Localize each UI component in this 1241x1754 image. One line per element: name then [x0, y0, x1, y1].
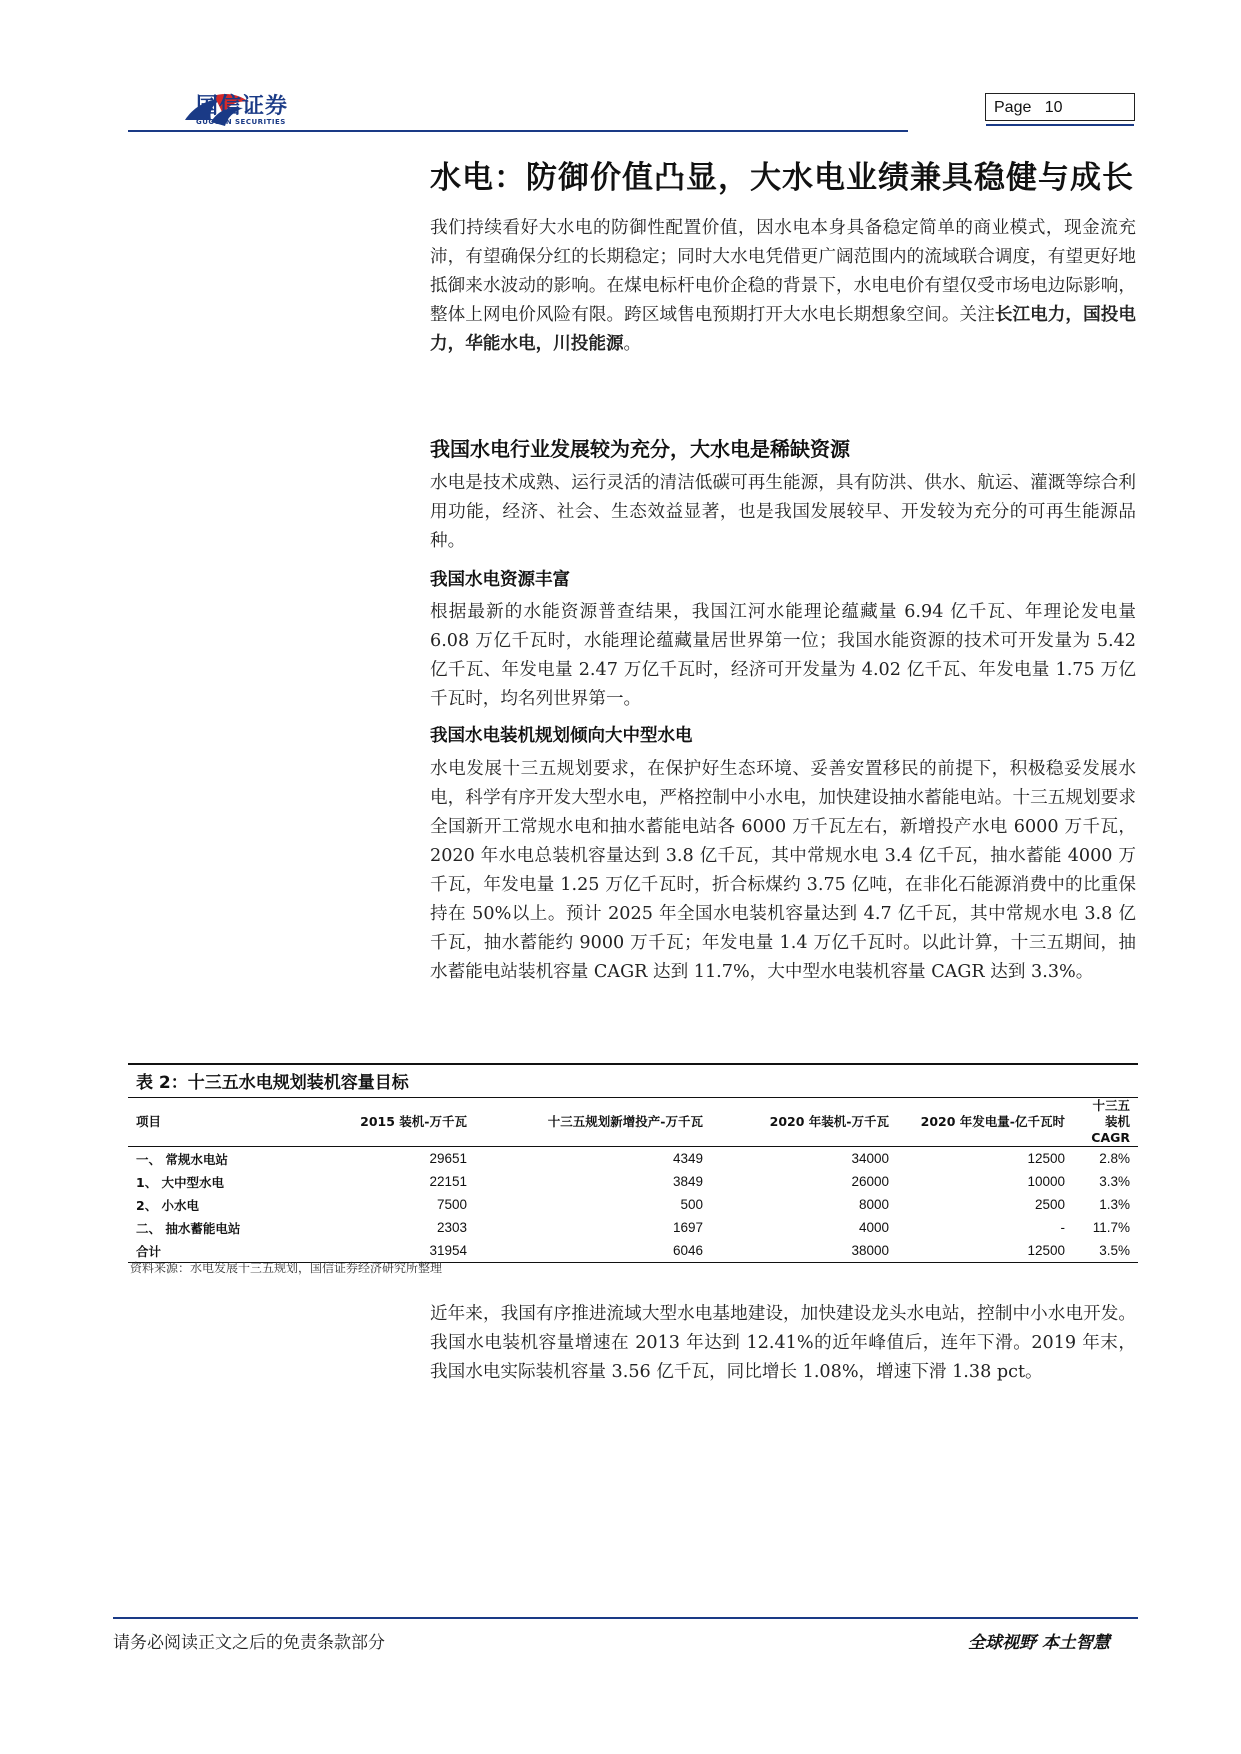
table-cell: 29651 [429, 1151, 467, 1166]
table-cell: 二、 抽水蓄能电站 [136, 1220, 241, 1236]
table-cell: 1697 [672, 1220, 703, 1235]
table-cell: 34000 [851, 1151, 889, 1166]
table-cell: 11.7% [1092, 1220, 1130, 1235]
table-header-cell: 十三五装机 CAGR [1073, 1098, 1138, 1147]
table-cell: 2500 [1034, 1197, 1065, 1212]
section-title: 水电：防御价值凸显，大水电业绩兼具稳健与成长 [430, 160, 1134, 196]
table-cell: 22151 [429, 1174, 467, 1189]
intro-end: 。 [623, 334, 642, 354]
table-cell: 8000 [858, 1197, 889, 1212]
table-cell: 500 [680, 1197, 703, 1212]
section3-body: 水电发展十三五规划要求，在保护好生态环境、妥善安置移民的前提下，积极稳妥发展水电，科学有序开发大型水电，严格控制中小水电，加快建设抽水蓄能电站。十三五规划要求全国新开工常规水电和抽水蓄能电站各 6000 万千瓦左右，新增投产水电 6000 万千瓦，2020 年水电总装机容量达到 3.8 亿千瓦，其中常规水电 3.4 亿千瓦，抽水蓄能 4000 万千瓦，年发电量 1.25 万亿千瓦时，折合标煤约 3.75 亿吨，在非化石能源消费中的比重保持在 50%以上。预计 2025 年全国水电装机容量达到 4.7 亿千瓦，其中常规水电 3.8 亿千瓦，抽水蓄能约 9000 万千瓦；年发电量 1.4 万亿千瓦时。以此计算，十三五期间，抽水蓄能电站装机容量 CAGR 达到 11.7%，大中型水电装机容量 CAGR 达到 3.3%。 [430, 759, 1136, 982]
table-cell: 2.8% [1099, 1151, 1130, 1166]
table-cell: 1、 大中型水电 [136, 1174, 225, 1190]
table-cell: - [1060, 1220, 1065, 1235]
disclaimer-note: 请务必阅读正文之后的免责条款部分 [113, 1633, 385, 1653]
footer-divider [113, 1617, 1138, 1619]
table-cell: 4000 [858, 1220, 889, 1235]
table-cell: 3.5% [1073, 1239, 1138, 1263]
table-row [128, 1147, 1138, 1171]
table-title: 表 2：十三五水电规划装机容量目标 [128, 1063, 1138, 1098]
capacity-table [128, 1063, 1138, 1263]
table-cell: 6046 [475, 1239, 711, 1263]
section1-heading: 我国水电行业发展较为充分，大水电是稀缺资源 [430, 437, 850, 461]
table-cell: 12500 [1027, 1151, 1065, 1166]
page-number: 10 [1044, 99, 1063, 116]
page-underline [986, 124, 1134, 126]
page-indicator [985, 93, 1135, 121]
section1-body: 水电是技术成熟、运行灵活的清洁低碳可再生能源，具有防洪、供水、航运、灌溉等综合利用功能，经济、社会、生态效益显著，也是我国发展较早、开发较为充分的可再生能源品种。 [430, 473, 1136, 551]
table-header-row [128, 1098, 1138, 1147]
table-cell: 一、 常规水电站 [136, 1151, 228, 1167]
table-row [128, 1216, 1138, 1239]
table-cell: 26000 [851, 1174, 889, 1189]
table-header-cell: 2020 年发电量-亿千瓦时 [897, 1098, 1073, 1147]
table-cell: 3.3% [1099, 1174, 1130, 1189]
section2-body: 根据最新的水能资源普查结果，我国江河水能理论蕴藏量 6.94 亿千瓦、年理论发电量 6.08 万亿千瓦时，水能理论蕴藏量居世界第一位；我国水能资源的技术可开发量为 5.42 亿千瓦、年发电量 2.47 万亿千瓦时，经济可开发量为 4.02 亿千瓦、年发电量 1.75 万亿千瓦时，均名列世界第一。 [430, 602, 1136, 709]
table-cell: 1.3% [1099, 1197, 1130, 1212]
table-header-cell: 项目 [128, 1098, 294, 1147]
table-cell: 4349 [672, 1151, 703, 1166]
table-header-cell: 十三五规划新增投产-万千瓦 [475, 1098, 711, 1147]
table-row [128, 1193, 1138, 1216]
table-cell: 合计 [128, 1239, 294, 1263]
table-cell: 10000 [1027, 1174, 1065, 1189]
table-row [128, 1170, 1138, 1193]
brand-subtitle: GUOSEN SECURITIES [196, 118, 286, 126]
header-divider [128, 130, 908, 132]
table-cell: 7500 [436, 1197, 467, 1212]
table-source: 资料来源：水电发展十三五规划，国信证券经济研究所整理 [130, 1261, 443, 1275]
intro-highlight: 长江电力，国投电力，华能水电，川投能源 [430, 305, 1136, 354]
table-header-cell: 2020 年装机-万千瓦 [711, 1098, 897, 1147]
intro-text: 我们持续看好大水电的防御性配置价值，因水电本身具备稳定简单的商业模式，现金流充沛，有望确保分红的长期稳定；同时大水电凭借更广阔范围内的流域联合调度，有望更好地抵御来水波动的影响。在煤电标杆电价企稳的背景下，水电电价有望仅受市场电边际影响，整体上网电价风险有限。跨区域售电预期打开大水电长期想象空间。关注 [430, 218, 1136, 325]
table-header-cell: 2015 装机-万千瓦 [294, 1098, 475, 1147]
table-cell: 12500 [897, 1239, 1073, 1263]
intro-paragraph [430, 214, 1136, 359]
page-label: Page [994, 99, 1032, 116]
table-cell: 3849 [672, 1174, 703, 1189]
table-cell: 31954 [294, 1239, 475, 1263]
section3-heading: 我国水电装机规划倾向大中型水电 [430, 726, 693, 746]
table-cell: 38000 [711, 1239, 897, 1263]
table-cell: 2、 小水电 [136, 1197, 200, 1213]
data-table [128, 1098, 1138, 1263]
brand-name: 国信证券 [196, 94, 289, 119]
footer-slogan: 全球视野 本土智慧 [968, 1633, 1110, 1653]
table-cell: 2303 [436, 1220, 467, 1235]
section2-heading: 我国水电资源丰富 [430, 570, 570, 590]
section4-body: 近年来，我国有序推进流域大型水电基地建设，加快建设龙头水电站，控制中小水电开发。我国水电装机容量增速在 2013 年达到 12.41%的近年峰值后，连年下滑。2019 年末，我国水电实际装机容量 3.56 亿千瓦，同比增长 1.08%，增速下滑 1.38 pct。 [430, 1304, 1136, 1382]
